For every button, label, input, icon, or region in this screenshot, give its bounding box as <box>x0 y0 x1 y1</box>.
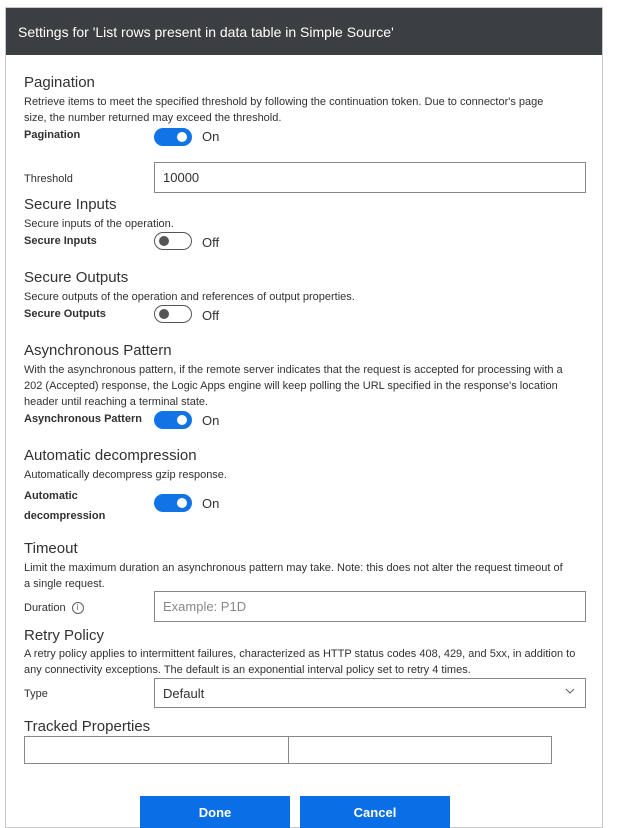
threshold-label: Threshold <box>24 173 73 185</box>
timeout-title: Timeout <box>24 540 78 557</box>
pagination-toggle[interactable] <box>154 128 192 146</box>
pagination-toggle-label: Pagination <box>24 129 81 141</box>
type-select[interactable] <box>154 678 586 708</box>
auto-decompression-label-line1: Automatic <box>24 490 78 502</box>
retry-policy-title: Retry Policy <box>24 627 105 644</box>
type-label: Type <box>24 688 48 700</box>
async-pattern-title: Asynchronous Pattern <box>24 342 172 359</box>
duration-input[interactable] <box>154 591 586 622</box>
auto-decompression-toggle-state: On <box>202 496 220 511</box>
toggle-knob <box>177 132 187 142</box>
panel-title: Settings for 'List rows present in data table in Simple Source' <box>18 23 394 40</box>
threshold-value: 10000 <box>163 170 200 185</box>
secure-inputs-description: Secure inputs of the operation. <box>24 218 174 230</box>
tracked-property-value-input[interactable] <box>288 736 552 764</box>
pagination-title: Pagination <box>24 74 95 91</box>
toggle-knob <box>159 309 169 319</box>
settings-panel <box>5 7 603 828</box>
pagination-toggle-state: On <box>202 129 220 144</box>
toggle-knob <box>177 415 187 425</box>
panel-header <box>6 8 602 55</box>
auto-decompression-description: Automatically decompress gzip response. <box>24 469 227 481</box>
secure-inputs-toggle[interactable] <box>154 232 192 250</box>
async-pattern-toggle[interactable] <box>154 411 192 429</box>
pagination-description: Retrieve items to meet the specified threshold by following the continuation token. Due to connector's page size, the number returned may exceed the threshold. <box>24 96 544 124</box>
secure-outputs-toggle-label: Secure Outputs <box>24 308 106 320</box>
secure-outputs-title: Secure Outputs <box>24 269 129 286</box>
threshold-input[interactable] <box>154 162 586 193</box>
secure-outputs-description: Secure outputs of the operation and references of output properties. <box>24 291 355 303</box>
info-icon[interactable]: i <box>72 602 84 614</box>
async-pattern-toggle-state: On <box>202 413 220 428</box>
cancel-button-label: Cancel <box>353 804 397 820</box>
secure-outputs-toggle[interactable] <box>154 305 192 323</box>
toggle-knob <box>177 498 187 508</box>
type-selected-value: Default <box>163 685 205 701</box>
timeout-description: Limit the maximum duration an asynchronous pattern may take. Note: this does not alter the request timeout of a single request. <box>24 562 563 590</box>
tracked-property-key-input[interactable] <box>24 736 289 764</box>
secure-inputs-toggle-state: Off <box>202 235 220 250</box>
auto-decompression-toggle[interactable] <box>154 494 192 512</box>
chevron-down-icon <box>565 686 575 696</box>
tracked-properties-title: Tracked Properties <box>24 718 151 735</box>
auto-decompression-toggle-label <box>24 486 105 526</box>
auto-decompression-title: Automatic decompression <box>24 447 197 464</box>
secure-inputs-title: Secure Inputs <box>24 196 117 213</box>
done-button-label: Done <box>198 804 232 820</box>
secure-outputs-toggle-state: Off <box>202 308 220 323</box>
async-pattern-toggle-label: Asynchronous Pattern <box>24 413 142 425</box>
cancel-button[interactable] <box>300 796 450 828</box>
duration-placeholder: Example: P1D <box>163 599 247 614</box>
done-button[interactable] <box>140 796 290 828</box>
duration-label: Duration <box>24 602 66 614</box>
auto-decompression-label-line2: decompression <box>24 510 106 522</box>
duration-label-wrap <box>24 602 84 614</box>
toggle-knob <box>159 236 169 246</box>
secure-inputs-toggle-label: Secure Inputs <box>24 235 97 247</box>
retry-policy-description: A retry policy applies to intermittent failures, characterized as HTTP status codes 408, 429, and 5xx, in addition to any connectivity exceptions. The default is an exponential interval policy set to retry 4 times. <box>24 648 576 676</box>
async-pattern-description: With the asynchronous pattern, if the remote server indicates that the request is accepted for processing with a 202 (Accepted) response, the Logic Apps engine will keep polling the URL specified in the response's location header until reaching a terminal state. <box>24 364 563 408</box>
